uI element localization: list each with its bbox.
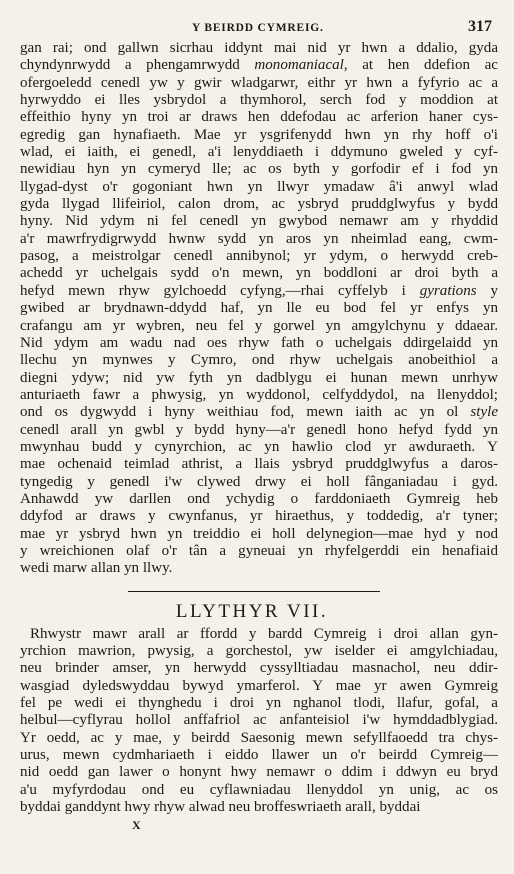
text-line: cenedl arall yn gwbl y bydd hyny—a'r genedl hono hefyd fydd yn bbox=[20, 421, 498, 438]
text-line: hyrwyddo ei lles ysbrydol a thymhorol, serch fod y moddion at bbox=[20, 92, 498, 109]
text-line: byddai ganddynt hwy rhyw alwad neu broffeswriaeth arall, byddai bbox=[20, 799, 421, 816]
text-line: hefyd mewn rhyw gylchoedd cyfyng,—rhai cyffelyb i gyrations y bbox=[20, 282, 498, 299]
paragraph-continued bbox=[20, 40, 498, 578]
text-line: gyda llygad llifeiriol, calon drom, ac ysbryd pruddglwyfus y bydd bbox=[20, 196, 498, 213]
signature-mark: X bbox=[132, 818, 141, 833]
text-line: yrchion mawrion, pwysig, a gorchestol, yw iselder ei amgylchiadau, bbox=[20, 643, 498, 659]
text-line: mae yr ysbryd hwn yn treiddio ei holl delynegion—mae hyd y nod bbox=[20, 525, 498, 542]
text-line: achedd yr uchelgais sydd o'n mewn, yn boddloni ar droi byth a bbox=[20, 265, 498, 282]
text-line: wasgiad dyledswyddau bywyd ymarferol. Y mae yr awen Gymreig bbox=[20, 677, 498, 694]
paragraph-letter-seven bbox=[20, 626, 498, 817]
text-line: Nid ydym am wadu nad oes rhyw fath o uchelgais ddirgelaidd yn bbox=[20, 334, 498, 351]
text-line: newidiau hyn yn cymeryd lle; ac os byth y gorfodir ef i fod yn bbox=[20, 161, 498, 178]
text-line: gwibed ar brydnawn-ddydd haf, yn lle eu bod fel yr enfys yn bbox=[20, 300, 498, 317]
text-line: y wreichionen olaf o'r tân a gyneuai yn rhyfelgerddi ein henafiaid bbox=[20, 542, 498, 559]
text-line: neu brinder amser, yn herwydd cyssylltiadau masnachol, neu ddir- bbox=[20, 660, 498, 677]
text-line: egredig gan hynafiaeth. Mae yr ysgrifenydd hwn yn rhy hoff o'i bbox=[20, 126, 498, 143]
text-line: a'u myfyrdodau ond eu cyflawniadau llenyddol yn unig, ac os bbox=[20, 781, 498, 798]
text-line: wlad, ei iaith, ei genedl, a'i lenyddiaeth i ddymuno gweled y cyf- bbox=[20, 144, 498, 161]
page-number: 317 bbox=[468, 18, 492, 35]
text-line: urus, mewn cydmhariaeth i eiddo llawer un o'r beirdd Cymreig— bbox=[20, 747, 498, 764]
text-line: wedi marw allan yn llwy. bbox=[20, 560, 173, 577]
text-line: helbul—cyflyrau hollol anffafriol ac anfanteisiol i'w hymddadblygiad. bbox=[20, 712, 498, 729]
text-line: ofergoeledd cenedl yw y gwir wladgarwr, eithr yr hwn a fyfyrio ac a bbox=[20, 74, 498, 91]
text-line: llygad-dyst o'r gogoniant hwn yn llwyr ymadaw â'i anwyl wlad bbox=[20, 178, 498, 195]
text-line: nid oedd gan lawer o honynt hwy nemawr o ddim i ddwyn eu bryd bbox=[20, 764, 498, 781]
text-line: Yr oedd, ac y mae, y beirdd Saesonig mewn sefyllfaoedd tra chys- bbox=[20, 729, 498, 746]
text-line: chyndynrwydd a phengamrwydd monomaniacal, at hen ddefion ac bbox=[20, 57, 498, 74]
text-line: effeithio hyny yn troi ar draws hen ddefodau ac arferion haner cys- bbox=[20, 109, 498, 126]
text-line: fel pe wedi ei thynghedu i droi yn nghanol tlodi, llafur, gofal, a bbox=[20, 695, 498, 712]
page-footer bbox=[20, 816, 498, 836]
running-head: Y BEIRDD CYMREIG. bbox=[192, 22, 324, 34]
text-line: mae ochenaid teimlad athrist, a llais ysbryd pruddglwyfus a daros- bbox=[20, 456, 498, 473]
page-header bbox=[20, 18, 498, 40]
text-line: ddyfod ar draws y cwynfanus, yr hiraethus, y toddedig, a'r tyner; bbox=[20, 508, 498, 525]
text-line: mwynhau budd y cynyrchion, ac yn hawlio clod yr awduraeth. Y bbox=[20, 438, 498, 455]
text-line: Rhwystr mawr arall ar ffordd y bardd Cymreig i droi allan gyn- bbox=[30, 625, 498, 642]
text-line: gan rai; ond gallwn sicrhau iddynt mai nid yr hwn a ddalio, gyda bbox=[20, 40, 498, 56]
text-line: crafangu am yr wybren, neu fel y gorwel yn amgylchynu y ddaear. bbox=[20, 317, 498, 334]
section-divider-rule bbox=[128, 591, 380, 592]
text-line: Anhawdd yw darllen ond ychydig o farddoniaeth Gymreig heb bbox=[20, 490, 498, 507]
text-line: a'r mawrfrydigrwydd hwnw sydd yn aros yn nheimlad eang, cwm- bbox=[20, 230, 498, 247]
text-line: llechu yn mynwes y Cymro, ond rhyw uchelgais anobeithiol a bbox=[20, 352, 498, 369]
text-line: diegni ydyw; nid yw fyth yn dadblygu ei hunan mewn unrhyw bbox=[20, 369, 498, 386]
text-line: anturiaeth fawr a phwysig, yn wyddonol, celfyddydol, na llenyddol; bbox=[20, 386, 498, 403]
section-divider-wrap bbox=[20, 578, 498, 600]
text-line: pasog, a meistrolgar cenedl annibynol; yr ydym, o herwydd creb- bbox=[20, 248, 498, 265]
chapter-heading: LLYTHYR VII. bbox=[175, 600, 329, 622]
text-line: ond os dygwydd i hyny weithiau fod, mewn iaith ac yn ol style bbox=[20, 404, 498, 421]
text-line: hyny. Nid ydym ni fel cenedl yn gwybod nemawr am y rhyddid bbox=[20, 213, 498, 230]
text-line: tyngedig y genedl i'w clywed drwy ei holl fânganiadau i gyd. bbox=[20, 473, 498, 490]
